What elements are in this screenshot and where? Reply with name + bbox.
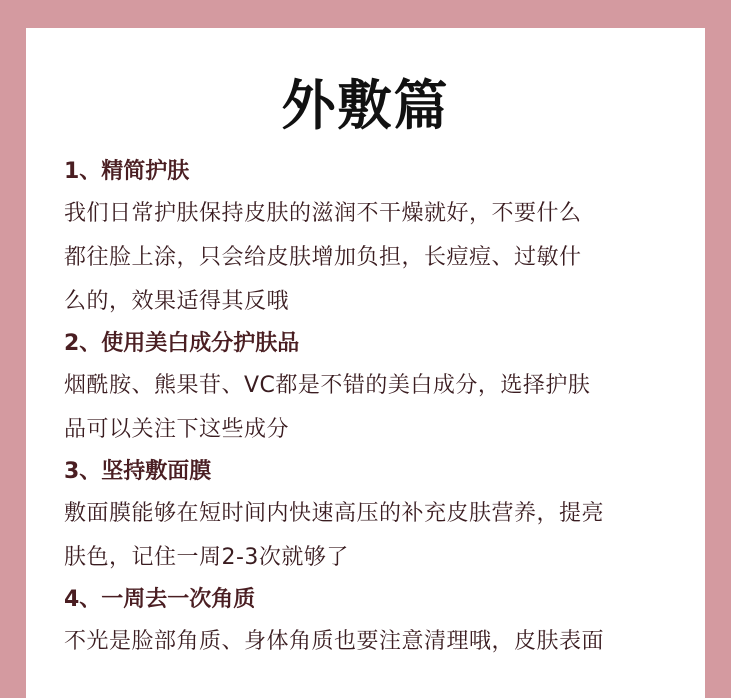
section-heading: 2、使用美白成分护肤品 xyxy=(64,331,300,356)
section-3 xyxy=(64,456,699,580)
section-text-line: 不光是脸部角质、身体角质也要注意清理哦，皮肤表面 xyxy=(64,629,605,654)
sections-list xyxy=(64,156,699,668)
section-heading: 4、一周去一次角质 xyxy=(64,587,256,612)
section-heading: 1、精简护肤 xyxy=(64,159,190,184)
section-text-line: 我们日常护肤保持皮肤的滋润不干燥就好，不要什么 xyxy=(64,201,582,226)
section-text-line: 烟酰胺、熊果苷、VC都是不错的美白成分，选择护肤 xyxy=(64,373,591,398)
section-text-line: 品可以关注下这些成分 xyxy=(64,417,290,442)
page-title: 外敷篇 xyxy=(281,74,450,137)
section-2 xyxy=(64,328,699,452)
section-text-line: 么的，效果适得其反哦 xyxy=(64,289,290,314)
section-heading: 3、坚持敷面膜 xyxy=(64,459,212,484)
section-1 xyxy=(64,156,699,324)
section-text-line: 肤色，记住一周2-3次就够了 xyxy=(64,545,349,570)
section-text-line: 都往脸上涂，只会给皮肤增加负担，长痘痘、过敏什 xyxy=(64,245,582,270)
section-4 xyxy=(64,584,699,664)
section-text-line: 敷面膜能够在短时间内快速高压的补充皮肤营养，提亮 xyxy=(64,501,605,526)
article-card xyxy=(26,28,705,698)
